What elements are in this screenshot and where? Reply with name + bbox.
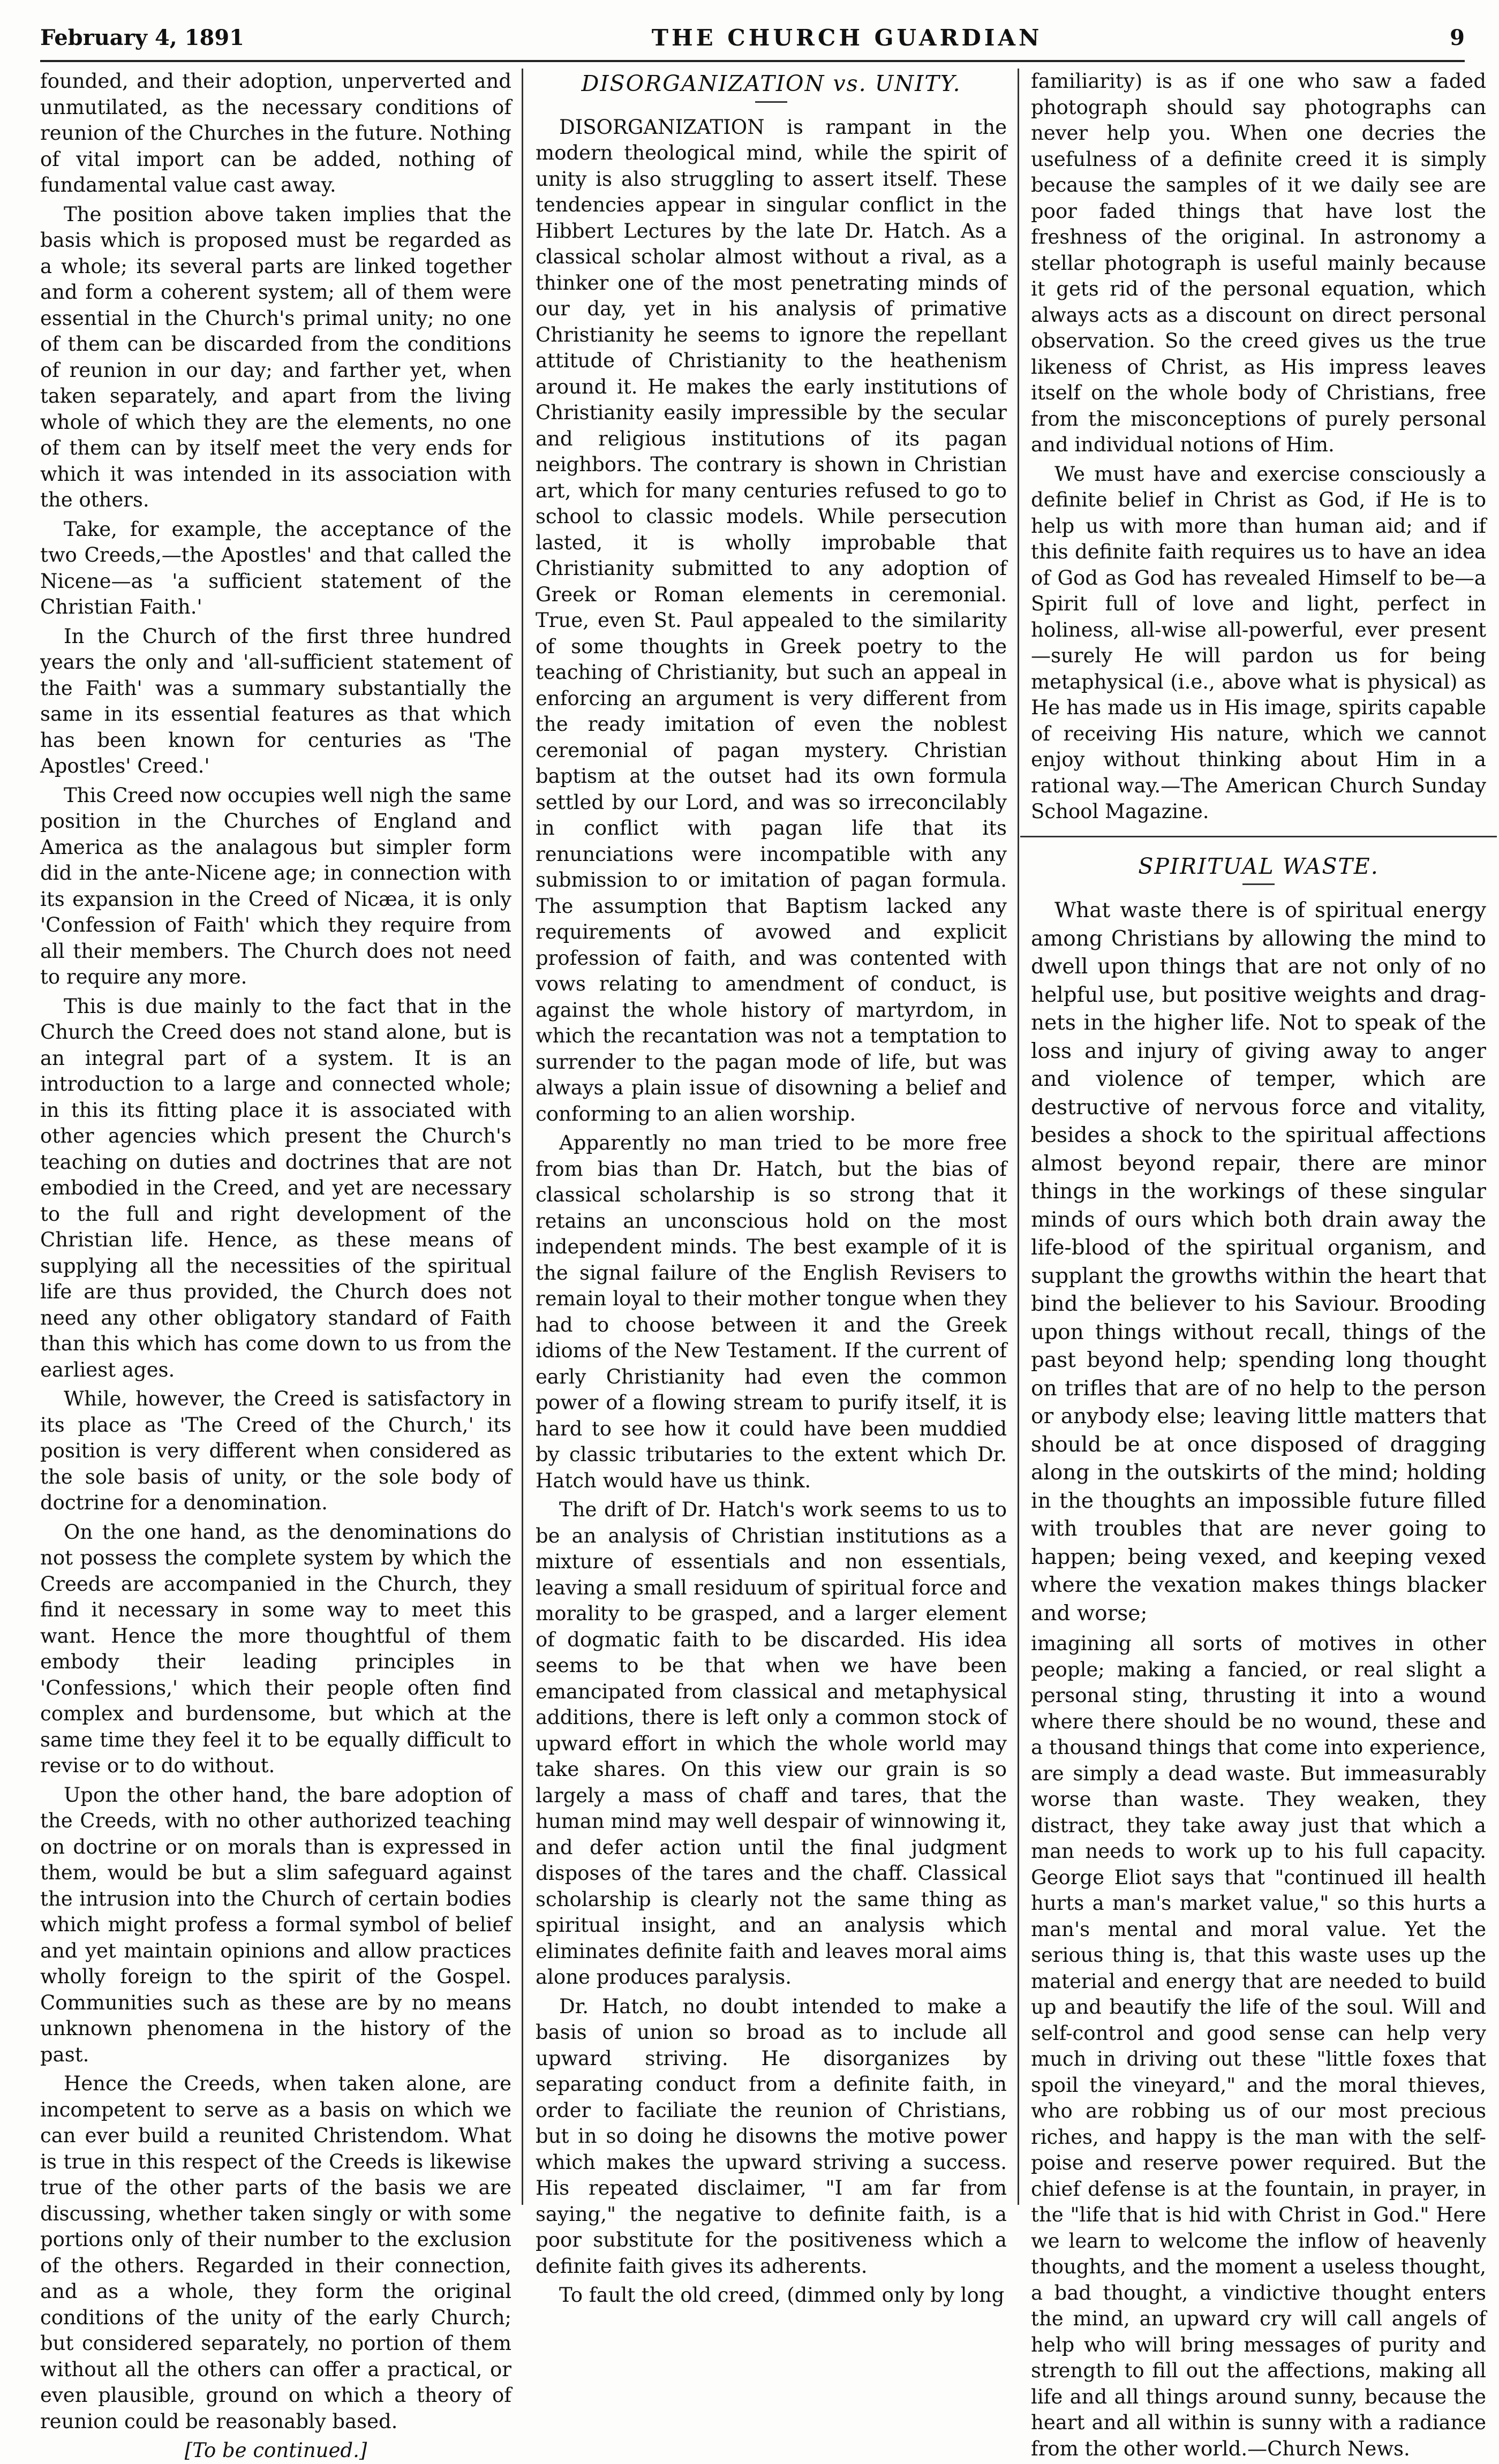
masthead-rule <box>40 60 1465 62</box>
masthead <box>40 20 1465 55</box>
article-paragraph: We must have and exercise consciously a definite belief in Christ as God, if He is to help us with more than human aid; and if this definite faith requires us to have an idea of God as God has revealed Himself to be—a Spirit full of love and light, perfect in holiness, all-wise all-powerful, ever present—surely He will pardon us for being metaphysical (i.e., above what is physical) as He has made us in His image, spirits capable of receiving His nature, which we cannot enjoy without thinking about Him in a rational way.—The American Church Sunday School Magazine. <box>1031 462 1486 823</box>
article-paragraph: To fault the old creed, (dimmed only by long <box>559 2284 1005 2307</box>
column-3 <box>1031 69 1486 2460</box>
issue-date: February 4, 1891 <box>40 25 244 50</box>
article-paragraph: Apparently no man tried to be more free from bias than Dr. Hatch, but the bias of classical scholarship is so strong that it retains an unconscious hold on the most independent minds. The best example of it is the signal failure of the English Revisers to remain loyal to their mother tongue when they had to choose between it and the Greek idioms of the New Testament. If the current of early Christianity had even the common power of a flowing stream to purify itself, it is hard to see how it could have been muddied by classic tributaries to the extent which Dr. Hatch would have us think. <box>536 1131 1007 1492</box>
article-paragraph: While, however, the Creed is satisfactory in its place as 'The Creed of the Church,' its position is very different when considered as the sole basis of unity, or the sole body of doctrine for a denomination. <box>40 1387 511 1514</box>
column-2 <box>536 69 1007 2307</box>
page-number: 9 <box>1450 25 1465 50</box>
article-paragraph: familiarity) is as if one who saw a faded photograph should say photographs can never help you. When one decries the usefulness of a definite creed it is simply because the samples of it we daily see are poor faded things that have lost the freshness of the original. In astronomy a stellar photograph is useful mainly because it gets rid of the personal equation, which always acts as a discount on direct personal observation. So the creed gives us the true likeness of Christ, as His impress leaves itself on the whole body of Christians, free from the misconceptions of purely personal and individual notions of Him. <box>1031 70 1486 456</box>
column-divider <box>1018 69 1019 2205</box>
article-paragraph: DISORGANIZATION is rampant in the modern theological mind, while the spirit of unity is also struggling to assert itself. These tendencies appear in singular conflict in the Hibbert Lectures by the late Dr. Hatch. As a classical scholar almost without a rival, as a thinker one of the most penetrating minds of our day, yet in his analysis of primative Christianity he seems to ignore the repellant attitude of Christianity to the heathenism around it. He makes the early institutions of Christianity easily impressible by the secular and religious institutions of its pagan neighbors. The contrary is shown in Christian art, which for many centuries refused to go to school to classic models. While persecution lasted, it is wholly improbable that Christianity submitted to any adoption of Greek or Roman elements in ceremonial. True, even St. Paul appealed to the similarity of some thoughts in Greek poetry to the teaching of Christianity, but such an appeal in enforcing an argument is very different from the ready imitation of even the noblest ceremonial of pagan mystery. Christian baptism at the outset had its own formula settled by our Lord, and was so irreconcilably in conflict with pagan life that its renunciations were incompatible with any submission to or imitation of pagan formula. The assumption that Baptism lacked any requirements of avowed and explicit profession of faith, and was contented with vows relating to amendment of conduct, is against the whole history of martyrdom, in which the recantation was not a temptation to surrender to the pagan mode of life, but was always a plain issue of disowning a belief and conforming to an alien worship. <box>536 115 1007 1125</box>
to-be-continued-note: [To be continued.] <box>184 2439 367 2462</box>
heading-rule <box>755 101 787 103</box>
article-paragraph: founded, and their adoption, unperverted and unmutilated, as the necessary conditions of reunion of the Churches in the future. Nothing of vital import can be added, nothing of fundamental value cast away. <box>40 70 511 196</box>
article-paragraph: Hence the Creeds, when taken alone, are incompetent to serve as a basis on which we can ever build a reunited Christendom. What is true in this respect of the Creeds is likewise true of the other parts of the basis we are discussing, whether taken singly or with some portions only of their number to the exclusion of the others. Regarded in their connection, and as a whole, they form the original conditions of the unity of the early Church; but considered separately, no portion of them without all the others can offer a practical, or even plausible, ground on which a theory of reunion could be reasonably based. <box>40 2072 511 2433</box>
article-paragraph: The position above taken implies that the basis which is proposed must be regarded as a whole; its several parts are linked together and form a coherent system; all of them were essential in the Church's primal unity; no one of them can be discarded from the conditions of reunion in our day; and farther yet, when taken separately, and apart from the living whole of which they are the elements, no one of them can by itself meet the very ends for which it was intended in its association with the others. <box>40 202 511 511</box>
newspaper-title: THE CHURCH GUARDIAN <box>651 24 1043 51</box>
article-paragraph: imagining all sorts of motives in other people; making a fancied, or real slight a personal sting, thrusting it into a wound where there should be no wound, these and a thousand things that come into experience, are simply a dead waste. But immeasurably worse than waste. They weaken, they distract, they take away just that which a man needs to work up to his full capacity. George Eliot says that "continued ill health hurts a man's market value," so this hurts a man's mental and moral value. Yet the serious thing is, that this waste uses up the material and energy that are needed to build up and beautify the life of the soul. Will and self-control and good sense can help very much in driving out these "little foxes that spoil the vineyard," and the moral thieves, who are robbing us of our most precious riches, and happy is the man with the self-poise and reserve power required. But the chief defense is at the fountain, in prayer, in the "life that is hid with Christ in God." Here we learn to welcome the inflow of heavenly thoughts, and the moment a useless thought, a bad thought, a vindictive thought enters the mind, an upward cry will call angels of help who will bring messages of purity and strength to fill out the affections, making all life and all things around sunny, because the heart and all within is sunny with a radiance from the other world.—Church News. <box>1031 1632 1486 2460</box>
article-paragraph: What waste there is of spiritual energy among Christians by allowing the mind to dwell upon things that are not only of no helpful use, but positive weights and drag-nets in the higher life. Not to speak of the loss and injury of giving away to anger and violence of temper, which are destructive of nervous force and vitality, besides a shock to the spiritual affections almost beyond repair, there are minor things in the workings of these singular minds of ours which both drain away the life-blood of the spiritual organism, and supplant the growths within the heart that bind the believer to his Saviour. Brooding upon things without recall, things of the past beyond help; spending long thought on trifles that are of no help to the person or anybody else; leaving little matters that should be at once disposed of dragging along in the outskirts of the mind; holding in the thoughts an impossible future filled with troubles that are never going to happen; being vexed, and keeping vexed where the vexation makes things blacker and worse; <box>1031 898 1486 1626</box>
section-rule <box>1020 836 1497 837</box>
article-paragraph: On the one hand, as the denominations do not possess the complete system by which the Creeds are accompanied in the Church, they find it necessary in some way to meet this want. Hence the more thoughtful of them embody their leading principles in 'Confessions,' which their people often find complex and burdensome, but which at the same time they feel it to be equally difficult to revise or to do without. <box>40 1520 511 1777</box>
article-paragraph: In the Church of the first three hundred years the only and 'all-sufficient statement of the Faith' was a summary substantially the same in its essential features as that which has been known for centuries as 'The Apostles' Creed.' <box>40 624 511 777</box>
article-paragraph: Take, for example, the acceptance of the two Creeds,—the Apostles' and that called the Nicene—as 'a sufficient statement of the Christian Faith.' <box>40 517 511 618</box>
article-paragraph: Dr. Hatch, no doubt intended to make a basis of union so broad as to include all upward striving. He disorganizes by separating conduct from a definite faith, in order to faciliate the reunion of Christians, but in so doing he disowns the motive power which makes the upward striving a success. His repeated disclaimer, "I am far from saying," the negative to definite faith, is a poor substitute for the positiveness which a definite faith gives its adherents. <box>536 1994 1007 2278</box>
article-heading: SPIRITUAL WASTE. <box>1138 853 1379 879</box>
article-paragraph: The drift of Dr. Hatch's work seems to us to be an analysis of Christian institutions as a mixture of essentials and non essentials, leaving a small residuum of spiritual force and morality to be grasped, and a larger element of dogmatic faith to be discarded. His idea seems to be that when we have been emancipated from classical and metaphysical additions, there is left only a common stock of upward effort in which the whole world may take shares. On this view our grain is so largely a mass of chaff and tares, that the human mind may well despair of winnowing it, and defer action until the final judgment disposes of the tares and the chaff. Classical scholarship is clearly not the same thing as spiritual insight, and an analysis which eliminates definite faith and leaves moral aims alone produces paralysis. <box>536 1498 1007 1989</box>
article-heading: DISORGANIZATION vs. UNITY. <box>581 71 961 96</box>
article-paragraph: Upon the other hand, the bare adoption of the Creeds, with no other authorized teaching on doctrine or on morals than is expressed in them, would be but a slim safeguard against the intrusion into the Church of certain bodies which might profess a formal symbol of belief and yet maintain opinions and allow practices wholly foreign to the spirit of the Gospel. Communities such as these are by no means unknown phenomena in the history of the past. <box>40 1783 511 2066</box>
article-paragraph: This Creed now occupies well nigh the same position in the Churches of England and America as the analagous but simpler form did in the ante-Nicene age; in connection with its expansion in the Creed of Nicæa, it is only 'Confession of Faith' which they require from all their members. The Church does not need to require any more. <box>40 783 511 988</box>
heading-rule <box>1242 883 1275 885</box>
column-divider <box>522 69 523 2205</box>
column-1 <box>40 69 511 2462</box>
article-paragraph: This is due mainly to the fact that in the Church the Creed does not stand alone, but is an integral part of a system. It is an introduction to a large and connected whole; in this its fitting place it is associated with other agencies which present the Church's teaching on duties and doctrines that are not embodied in the Creed, and yet are necessary to the full and right development of the Christian life. Hence, as these means of supplying all the necessities of the spiritual life are thus provided, the Church does not need any other obligatory standard of Faith than this which has come down to us from the earliest ages. <box>40 994 511 1381</box>
